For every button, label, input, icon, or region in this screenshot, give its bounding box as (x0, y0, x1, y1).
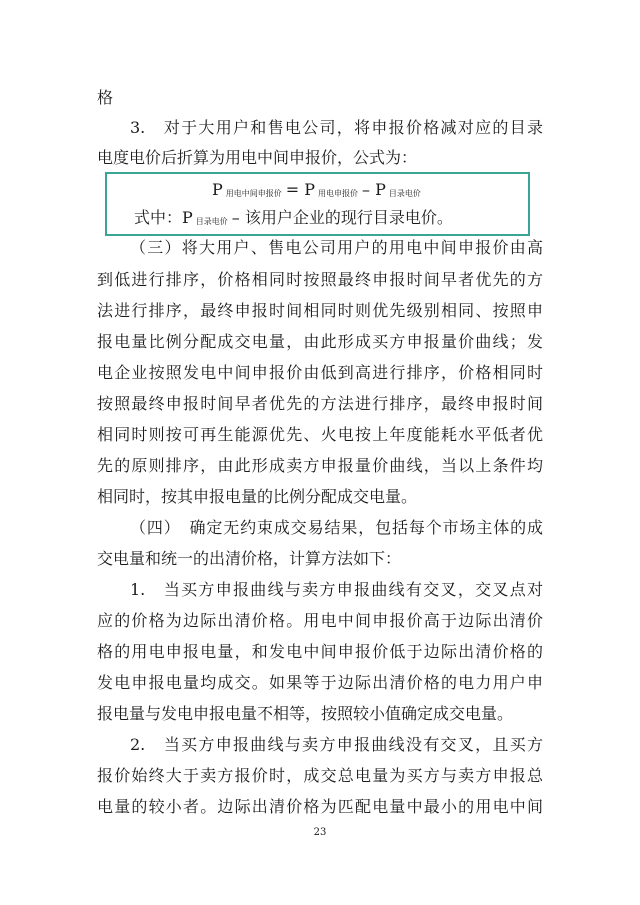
definition-text: – 该用户企业的现行目录电价。 (231, 208, 453, 227)
text-line: 电度电价后折算为用电中间申报价，公式为： (97, 148, 418, 167)
text-line: 交电量和统一的出清价格，计算方法如下： (97, 549, 402, 568)
text-line: 先的原则排序，由此形成卖方申报量价曲线，当以上条件均 (97, 456, 543, 475)
text-line: 格 (97, 88, 114, 107)
text-line: 报电量与发电申报电量不相等，按照较小值确定成交电量。 (97, 704, 514, 723)
text-line: 发电申报电量均成交。如果等于边际出清价格的电力用户申 (97, 673, 543, 692)
text-line: 3. 对于大用户和售电公司，将申报价格减对应的目录 (130, 118, 543, 137)
formula-subscript: 目录电价 (388, 189, 421, 198)
text-line: （四） 确定无约束成交易结果，包括每个市场主体的成 (130, 518, 543, 537)
text-line: 到低进行排序，价格相同时按照最终申报时间早者优先的方 (97, 270, 543, 289)
formula-symbol: P (182, 208, 193, 227)
text-line: 报价始终大于卖方报价时，成交总电量为买方与卖方申报总 (97, 766, 543, 785)
definition-prefix: 式中： (134, 208, 183, 227)
formula-operator: – (362, 180, 371, 199)
formula (212, 180, 425, 204)
text-line: 电企业按照发电中间申报价由低到高进行排序，价格相同时 (97, 363, 543, 382)
formula-box (105, 172, 530, 236)
text-line: 按照最终申报时间早者优先的方法进行排序，最终申报时间 (97, 394, 543, 413)
text-line: 相同时，按其申报电量的比例分配成交电量。 (97, 487, 418, 506)
text-line: 2. 当买方申报曲线与卖方申报曲线没有交叉，且买方 (130, 735, 543, 754)
formula-subscript: 目录电价 (195, 217, 228, 226)
text-line: （三）将大用户、售电公司用户的用电中间申报价由高 (130, 238, 543, 257)
formula-definition (134, 208, 453, 232)
text-line: 法进行排序，最终申报时间相同时则优先级别相同、按照申 (97, 301, 543, 320)
text-line: 应的价格为边际出清价格。用电中间申报价高于边际出清价 (97, 611, 543, 630)
formula-symbol: P (304, 180, 316, 199)
text-line: 1. 当买方申报曲线与卖方申报曲线有交叉，交叉点对 (130, 580, 543, 599)
formula-subscript: 用电中间申报价 (225, 189, 282, 198)
page-number: 23 (313, 827, 327, 838)
text-line: 相同时则按可再生能源优先、火电按上年度能耗水平低者优 (97, 425, 543, 444)
text-line: 格的用电申报电量，和发电中间申报价低于边际出清价格的 (97, 642, 543, 661)
text-line: 报电量比例分配成交电量，由此形成买方申报量价曲线；发 (97, 332, 543, 351)
formula-subscript: 用电申报价 (318, 189, 359, 198)
text-line: 电量的较小者。边际出清价格为匹配电量中最小的用电中间 (97, 797, 543, 816)
formula-symbol: P (375, 180, 386, 199)
formula-operator: = (285, 180, 300, 199)
formula-symbol: P (212, 180, 223, 199)
